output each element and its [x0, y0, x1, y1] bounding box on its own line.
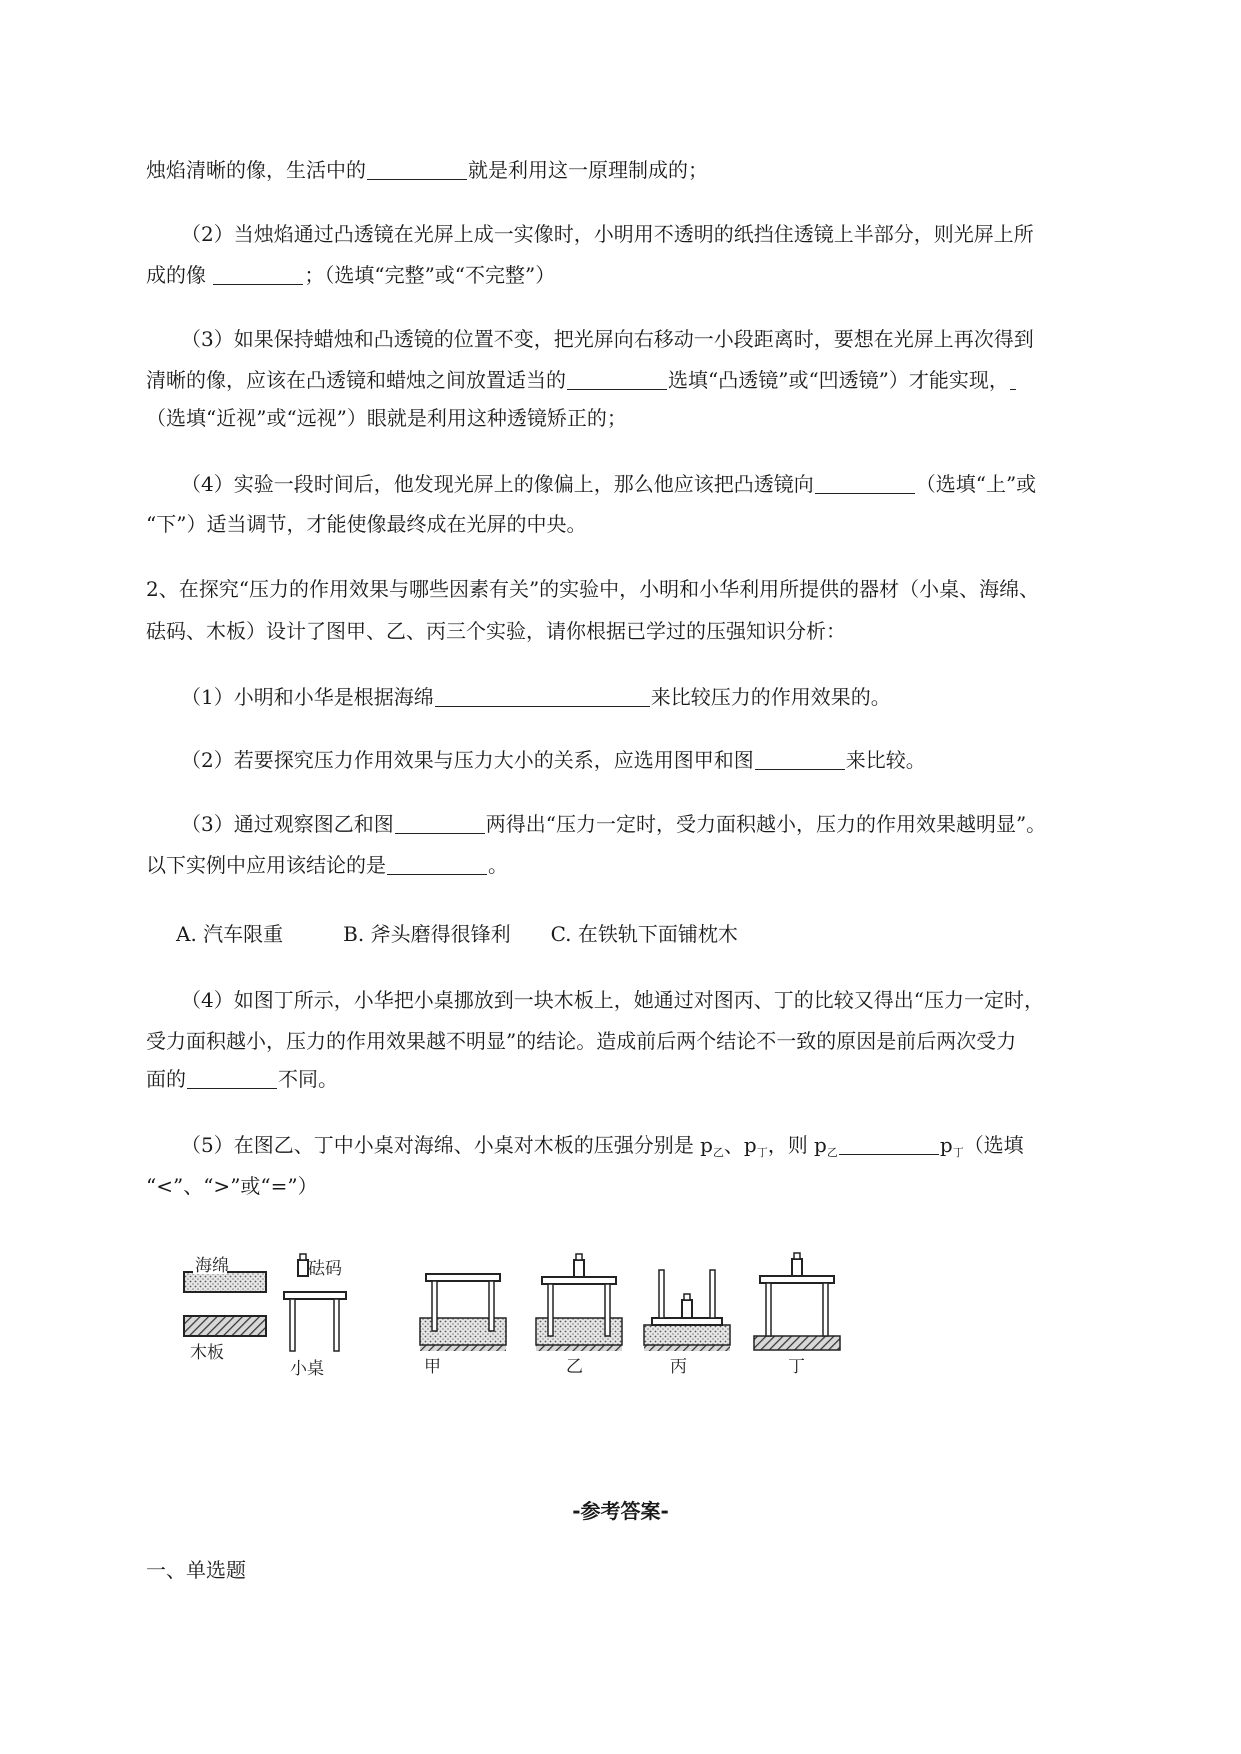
text: （3）如果保持蜡烛和凸透镜的位置不变，把光屏向右移动一小段距离时，要想在光屏上再次得到 — [181, 327, 1034, 351]
board-label: 木板 — [190, 1343, 224, 1363]
answers-heading: -参考答案- — [572, 1499, 669, 1523]
text: “<”、“>”或“=”） — [146, 1174, 318, 1198]
text: 不同。 — [278, 1067, 338, 1091]
answer-blank[interactable] — [755, 749, 845, 770]
weight-label: 砝码 — [308, 1259, 342, 1279]
section-title — [146, 1556, 246, 1584]
text-line — [181, 810, 1046, 838]
options-line — [176, 920, 738, 948]
text: 清晰的像，应该在凸透镜和蜡烛之间放置适当的 — [146, 368, 566, 392]
text: 受力面积越小，压力的作用效果越不明显”的结论。造成前后两个结论不一致的原因是前后两次受力 — [146, 1029, 1017, 1053]
sponge-label: 海绵 — [195, 1256, 229, 1276]
answer-blank[interactable] — [839, 1134, 939, 1155]
text: 面的 — [146, 1067, 186, 1091]
answer-blank[interactable] — [1010, 369, 1016, 390]
text: ，则 p — [767, 1133, 827, 1157]
setup-ding — [754, 1253, 840, 1377]
answer-blank[interactable] — [187, 1068, 277, 1089]
experiment-figure — [174, 1240, 856, 1380]
text-line — [146, 1172, 318, 1200]
text-line — [181, 325, 1034, 353]
subscript: 丁 — [952, 1146, 964, 1159]
text: 。 — [488, 853, 508, 877]
table-sample — [284, 1292, 346, 1379]
answer-blank[interactable] — [387, 854, 487, 875]
text-line — [181, 220, 1034, 248]
text: 烛焰清晰的像，生活中的 — [146, 158, 366, 182]
text: （2）当烛焰通过凸透镜在光屏上成一实像时，小明用不透明的纸挡住透镜上半部分，则光屏上所 — [181, 222, 1034, 246]
text: p — [939, 1133, 953, 1157]
text-line — [181, 470, 1036, 498]
table-label: 小桌 — [290, 1359, 324, 1379]
board-sample — [184, 1316, 266, 1363]
label-yi: 乙 — [566, 1357, 583, 1377]
text-line — [146, 575, 1039, 603]
text-line — [146, 851, 508, 879]
setup-yi — [536, 1254, 622, 1377]
question-text: 砝码、木板）设计了图甲、乙、丙三个实验，请你根据已学过的压强知识分析： — [146, 619, 846, 643]
answer-blank[interactable] — [567, 369, 667, 390]
question-text: 2、在探究“压力的作用效果与哪些因素有关”的实验中，小明和小华利用所提供的器材（小桌、海绵、 — [146, 577, 1040, 601]
text-line — [146, 156, 708, 184]
options-text: A. 汽车限重 B. 斧头磨得很锋利 C. 在铁轨下面铺枕木 — [176, 922, 738, 946]
text-line — [146, 1065, 338, 1093]
setup-jia — [420, 1274, 506, 1377]
text-line — [146, 617, 846, 645]
answer-blank[interactable] — [213, 264, 303, 285]
text: 就是利用这一原理制成的； — [468, 158, 708, 182]
text: （2）若要探究压力作用效果与压力大小的关系，应选用图甲和图 — [181, 748, 754, 772]
answer-blank[interactable] — [435, 686, 650, 707]
text: 选填“凸透镜”或“凹透镜”）才能实现， — [668, 368, 1009, 392]
subscript: 丁 — [756, 1146, 768, 1159]
text: ；（选填“完整”或“不完整”） — [304, 263, 556, 287]
text: （选填 — [963, 1133, 1024, 1157]
text-line — [146, 261, 555, 289]
text-line — [181, 986, 1044, 1014]
weight-sample — [298, 1254, 342, 1279]
text-line — [181, 746, 926, 774]
text: （选填“近视”或“远视”）眼就是利用这种透镜矫正的； — [146, 406, 627, 430]
subscript: 乙 — [826, 1146, 838, 1159]
answer-blank[interactable] — [395, 813, 485, 834]
text: （3）通过观察图乙和图 — [181, 812, 394, 836]
text: （4）如图丁所示，小华把小桌挪放到一块木板上，她通过对图丙、丁的比较又得出“压力一定时， — [181, 988, 1044, 1012]
text: （选填“上”或 — [915, 472, 1037, 496]
answer-blank[interactable] — [815, 473, 915, 494]
text-line — [181, 1131, 1024, 1167]
label-bing: 丙 — [670, 1357, 687, 1377]
text: 来比较。 — [845, 748, 926, 772]
text-line — [146, 404, 627, 432]
text: 以下实例中应用该结论的是 — [146, 853, 386, 877]
text: 成的像 — [146, 263, 213, 287]
label-jia: 甲 — [424, 1357, 441, 1377]
text: 、p — [723, 1133, 757, 1157]
text: （4）实验一段时间后，他发现光屏上的像偏上，那么他应该把凸透镜向 — [181, 472, 814, 496]
text: “下”）适当调节，才能使像最终成在光屏的中央。 — [146, 512, 587, 536]
label-ding: 丁 — [788, 1357, 805, 1377]
text: 来比较压力的作用效果的。 — [650, 685, 891, 709]
text: （5）在图乙、丁中小桌对海绵、小桌对木板的压强分别是 p — [181, 1133, 713, 1157]
answer-blank[interactable] — [367, 159, 467, 180]
text-line — [146, 1027, 1016, 1055]
setup-bing — [644, 1270, 730, 1377]
section-title-text: 一、单选题 — [146, 1558, 246, 1582]
text-line — [146, 366, 1017, 394]
text-line — [146, 510, 586, 538]
text: （1）小明和小华是根据海绵 — [181, 685, 434, 709]
text-line — [181, 683, 891, 711]
subscript: 乙 — [712, 1146, 724, 1159]
text: 两得出“压力一定时，受力面积越小，压力的作用效果越明显”。 — [485, 812, 1047, 836]
sponge-sample — [184, 1256, 266, 1292]
